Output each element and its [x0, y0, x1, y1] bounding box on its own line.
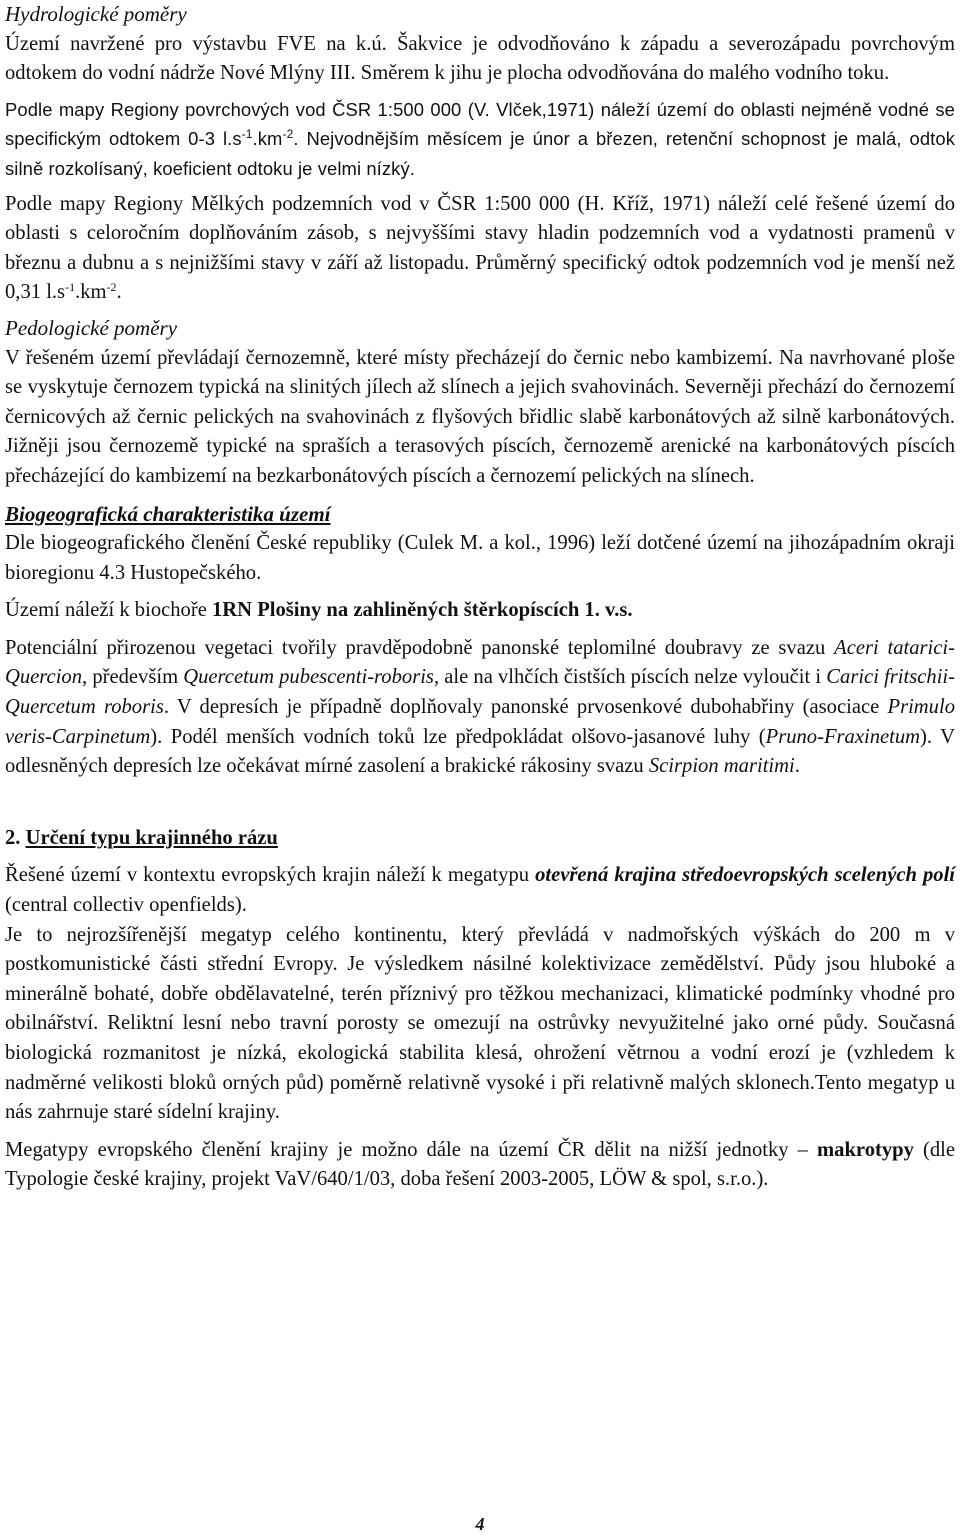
section-heading-hydrologicke: Hydrologické poměry [5, 2, 187, 26]
paragraph-hydro-1: Území navržené pro výstavbu FVE na k.ú. Šakvice je odvodňováno k západu a severozápadu povrchovým odtokem do vodní nádrže Nové Mlýny III. Směrem k jihu je plocha odvodňována do malého vodního toku. [5, 32, 955, 85]
section-heading-krajinny-raz: 2. Určení typu krajinného rázu [5, 826, 278, 849]
section-heading-biogeograficka: Biogeografická charakteristika území [5, 501, 331, 526]
paragraph-hydro-3: Podle mapy Regiony Mělkých podzemních vod v ČSR 1:500 000 (H. Kříž, 1971) náleží celé řešené území do oblasti s celoročním doplňováním zásob, s nejvyššími stavy hladin podzemních vod a vydatnosti pramenů v březnu a dubnu a s nejnižšími stavy v září až listopadu. Průměrný specifický odtok podzemních vod je menší než 0,31 $l.s^{-1}.km^{-2}$. [5, 192, 955, 304]
paragraph-pedo-1: V řešeném území převládají černozemně, které místy přecházejí do černic nebo kambizemí. Na navrhované ploše se vyskytuje černozem typická na slinitých jílech až slínech a jejich svahovinách. Severněji přechází do černozemí černicových až černic pelických na svahovinách z flyšových břidlic slabě karbonátových až silně karbonátových. Jižněji jsou černozemě typické na spraších a terasových píscích, černozemě arenické na karbonátových píscích přecházející do kambizemí na bezkarbonátových píscích a černozemí pelických na slínech. [5, 346, 955, 487]
paragraph-krajina-1: Řešené území v kontextu evropských krajin náleží k megatypu otevřená krajina středoevropských scelených polí (central collectiv openfields). [5, 864, 956, 917]
page-number: 4 [475, 1514, 485, 1534]
paragraph-krajina-2: Je to nejrozšířenější megatyp celého kontinentu, který převládá v nadmořských výškách do 200 m v postkomunistické části střední Evropy. Je výsledkem násilné kolektivizace zemědělství. Půdy jsou hluboké a minerálně bohaté, dobře obdělavatelné, terén příznivý pro těžkou mechanizaci, klimatické podmínky vhodné pro obilnářství. Reliktní lesní nebo travní porosty se omezují na ostrůvky nevyužitelné jako orné půdy. Současná biologická rozmanitost je nízká, ekologická stabilita klesá, ohrožení větrnou a vodní erozí je (vzhledem k nadměrné velikosti bloků orných půd) poměrně relativně vysoké i při relativně malých sklonech.Tento megatyp u nás zahrnuje staré sídelní krajiny. [5, 923, 955, 1124]
document-page [5, 0, 955, 1195]
paragraph-bio-2: Území náleží k biochoře 1RN Plošiny na zahliněných štěrkopíscích 1. v.s. [5, 599, 633, 622]
section-heading-pedologicke: Pedologické poměry [5, 315, 178, 340]
paragraph-hydro-2: Podle mapy Regiony povrchových vod ČSR 1:500 000 (V. Vlček,1971) náleží území do oblasti nejméně vodné se specifickým odtokem 0-3 $l.s^{-1}.km^{-2}$. Nejvodnějším měsícem je únor a březen, retenční schopnost je malá, odtok silně rozkolísaný, koeficient odtoku je velmi nízký. [5, 98, 955, 179]
paragraph-krajina-3: Megatypy evropského členění krajiny je možno dále na území ČR dělit na nižší jednotky – makrotypy (dle Typologie české krajiny, projekt VaV/640/1/03, doba řešení 2003-2005, LÖW & spol, s.r.o.). [5, 1138, 955, 1191]
paragraph-bio-3: Potenciální přirozenou vegetaci tvořily pravděpodobně panonské teplomilné doubravy ze svazu Aceri tatarici-Quercion, především Quercetum pubescenti-roboris, ale na vlhčích čistších píscích nelze vyloučit i Carici fritschii-Quercetum roboris. V depresích je případně doplňovaly panonské prvosenkové dubohabřiny (asociace Primulo veris-Carpinetum). Podél menších vodních toků lze předpokládat olšovo-jasanové luhy (Pruno-Fraxinetum). V odlesněných depresích lze očekávat mírné zasolení a brakické rákosiny svazu Scirpion maritimi. [5, 636, 955, 778]
paragraph-bio-1: Dle biogeografického členění České republiky (Culek M. a kol., 1996) leží dotčené území na jihozápadním okraji bioregionu 4.3 Hustopečského. [5, 532, 955, 584]
